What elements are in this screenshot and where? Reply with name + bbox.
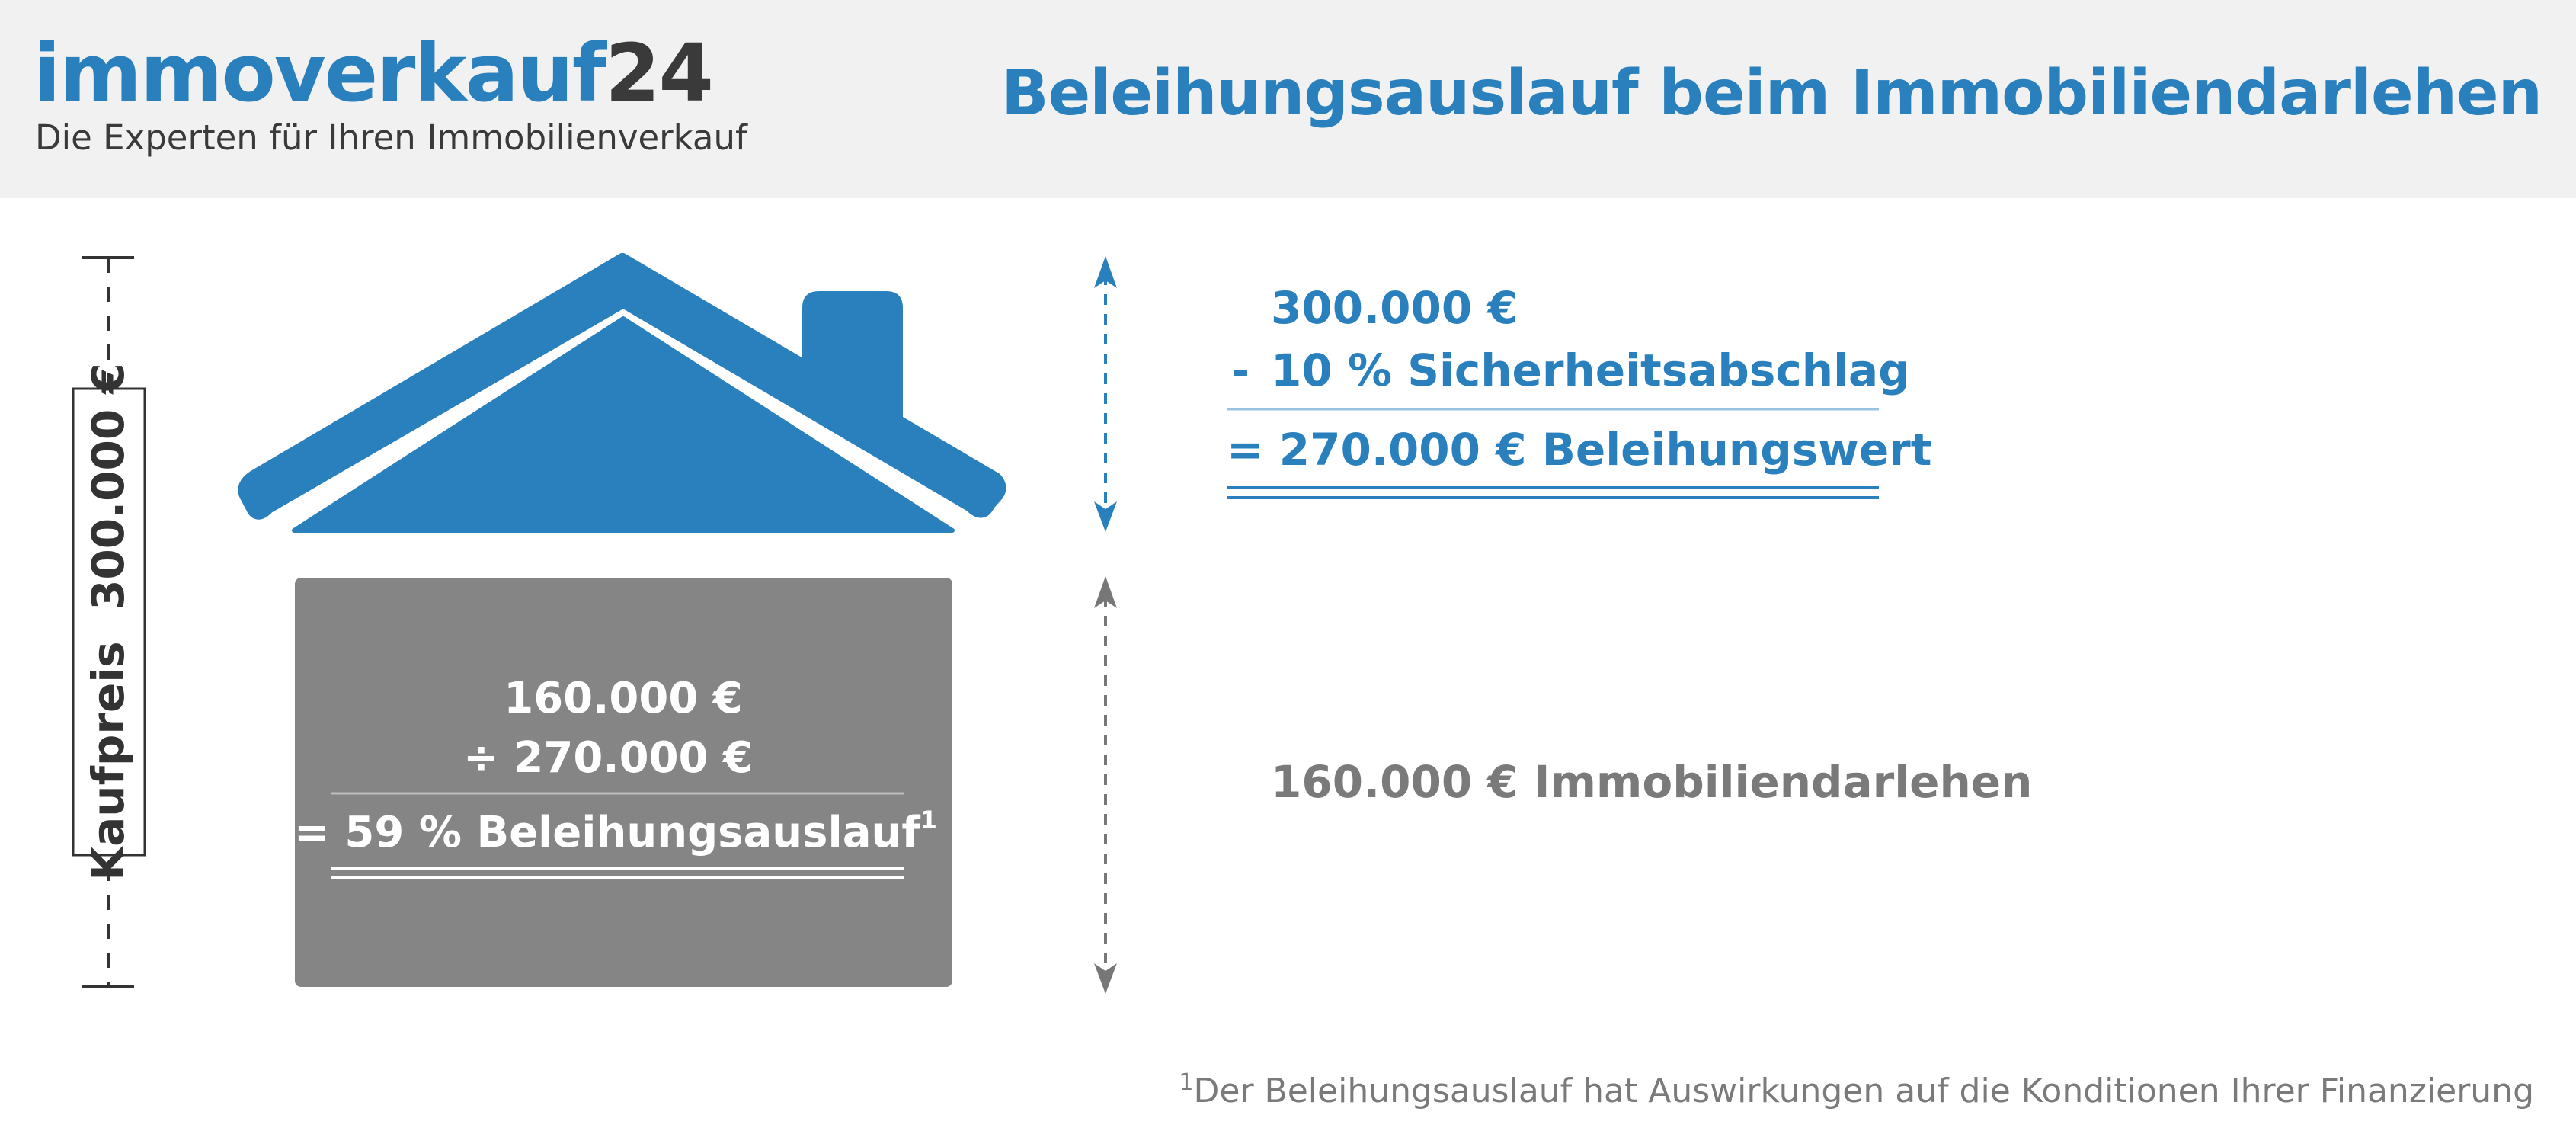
logo-tagline: Die Experten für Ihren Immobilienverkauf [35, 117, 747, 158]
loan-to-value-result [294, 806, 937, 857]
purchase-price-value: 300.000 € [1271, 282, 1518, 334]
lending-value-result: = 270.000 € Beleihungswert [1227, 424, 1932, 476]
loan-divisor: ÷ 270.000 € [463, 733, 753, 783]
footnote-text: Der Beleihungsauslauf hat Auswirkungen auf die Konditionen Ihrer Finanzierung [1193, 1072, 2534, 1110]
safety-discount: 10 % Sicherheitsabschlag [1271, 344, 1910, 396]
purchase-price-dimension [73, 258, 145, 987]
loan-label: 160.000 € Immobiliendarlehen [1271, 756, 2033, 808]
loan-to-value-result-text: = 59 % Beleihungsauslauf [294, 808, 920, 857]
house-roof [244, 259, 1000, 530]
arrow-down-icon [1094, 963, 1117, 994]
loan-amount: 160.000 € [504, 674, 743, 723]
footnote-mark: 1 [1179, 1069, 1194, 1096]
property-value-calculation [1227, 282, 1932, 498]
page-title: Beleihungsauslauf beim Immobiliendarlehen [1001, 57, 2542, 130]
logo-name: immoverkauf [34, 27, 606, 120]
arrow-down-icon [1094, 501, 1117, 532]
loan-arrow [1094, 576, 1117, 994]
footnote [1179, 1069, 2534, 1110]
subtract-operator: - [1231, 344, 1250, 396]
property-value-arrow [1094, 256, 1117, 532]
logo-number: 24 [605, 27, 712, 120]
logo [34, 27, 712, 120]
purchase-price-label: Kaufpreis 300.000 € [82, 363, 134, 881]
footnote-mark: 1 [920, 806, 937, 835]
